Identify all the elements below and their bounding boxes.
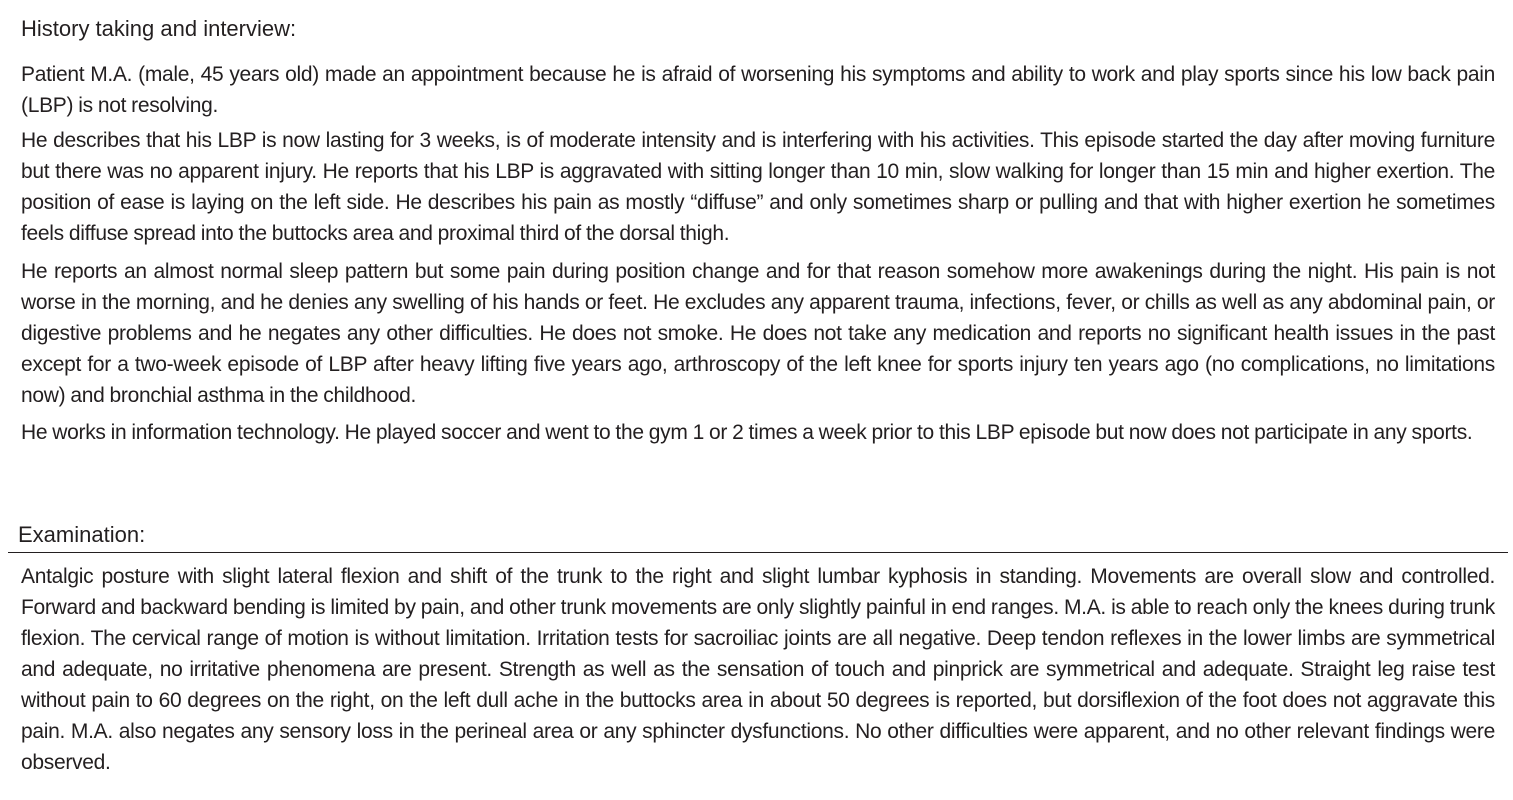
history-section-heading: History taking and interview:	[21, 16, 297, 41]
section-divider	[8, 552, 1508, 553]
examination-paragraph: Antalgic posture with slight lateral flexion and shift of the trunk to the right and slight lumbar kyphosis in standing. Movements are overall slow and controlled. Forward and backward bending is limited by pain, and other trunk movements are only slightly painful in end ranges. M.A. is able to reach only the knees during trunk flexion. The cervical range of motion is without limitation. Irritation tests for sacroiliac joints are all negative. Deep tendon reflexes in the lower limbs are symmetrical and adequate, no irritative phenomena are present. Strength as well as the sensation of touch and pinprick are symmetrical and adequate. Straight leg raise test without pain to 60 degrees on the right, on the left dull ache in the buttocks area in about 50 degrees is reported, but dorsiflexion of the foot does not aggravate this pain. M.A. also negates any sensory loss in the perineal area or any sphincter dysfunctions. No other difficulties were apparent, and no other relevant findings were observed.	[21, 565, 1495, 774]
history-paragraph-occupation: He works in information technology. He played soccer and went to the gym 1 or 2 times a week prior to this LBP episode but now does not participate in any sports.	[21, 421, 1473, 444]
history-paragraph-medical-history: He reports an almost normal sleep pattern but some pain during position change and for that reason somehow more awakenings during the night. His pain is not worse in the morning, and he denies any swelling of his hands or feet. He excludes any apparent trauma, infections, fever, or chills as well as any abdominal pain, or digestive problems and he negates any other difficulties. He does not smoke. He does not take any medication and reports no significant health issues in the past except for a two-week episode of LBP after heavy lifting five years ago, arthroscopy of the left knee for sports injury ten years ago (no complications, no limitations now) and bronchial asthma in the childhood.	[21, 260, 1495, 407]
history-paragraph-symptoms: He describes that his LBP is now lasting for 3 weeks, is of moderate intensity and is interfering with his activities. This episode started the day after moving furniture but there was no apparent injury. He reports that his LBP is aggravated with sitting longer than 10 min, slow walking for longer than 15 min and higher exertion. The position of ease is laying on the left side. He describes his pain as mostly “diffuse” and only sometimes sharp or pulling and that with higher exertion he sometimes feels diffuse spread into the buttocks area and proximal third of the dorsal thigh.	[21, 129, 1495, 245]
examination-section-heading: Examination:	[18, 522, 146, 547]
history-paragraph-reason: Patient M.A. (male, 45 years old) made an appointment because he is afraid of worsening his symptoms and ability to work and play sports since his low back pain (LBP) is not resolving.	[21, 63, 1495, 117]
